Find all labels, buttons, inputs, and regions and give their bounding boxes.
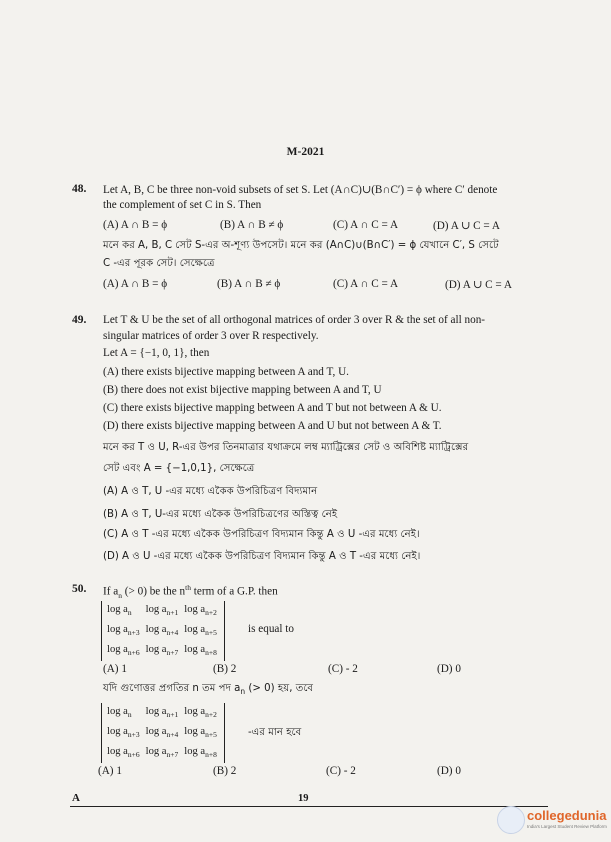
option-a-bn: (A) 1: [98, 765, 122, 777]
question-number: 48.: [72, 183, 87, 195]
question-text-bn: সেট এবং A = {−1,0,1}, সেক্ষেত্রে: [103, 463, 255, 474]
option-b: (B) A ∩ B ≠ ϕ: [220, 219, 284, 231]
question-text-bn: মনে কর T ও U, R-এর উপর তিনমাত্রার যথাক্রমে লম্ব ম্যাট্রিক্সের সেট ও অবিশিষ্ট ম্যাট্রিক্সের: [103, 442, 469, 453]
question-text-en: If $a_n$ (> 0) be the $n^{th}$ term of a G.P. then: [103, 583, 278, 600]
det-cell: $\log a_{n+8}$: [184, 746, 217, 760]
det-cell: $\log a_{n+7}$: [145, 644, 179, 658]
option-b-bn: (B) A ∩ B ≠ ϕ: [217, 278, 281, 290]
option-d-bn: (D) A ∪ C = A: [445, 279, 512, 291]
det-cell: $\log a_{n+8}$: [184, 644, 217, 658]
option-a-bn: (A) A ∩ B = ϕ: [103, 278, 168, 290]
option-d: (D) 0: [437, 663, 461, 675]
option-c-bn: (C) - 2: [326, 765, 356, 777]
question-text-en: singular matrices of order 3 over R respectively.: [103, 330, 319, 342]
det-cell: $\log a_{n+2}$: [184, 604, 217, 618]
option-d: (D) there exists bijective mapping between A and U but not between A & T.: [103, 420, 442, 432]
option-a: (A) there exists bijective mapping between A and T, U.: [103, 366, 349, 378]
det-suffix-bn: -এর মান হবে: [248, 727, 302, 738]
det-cell: $\log a_{n+5}$: [184, 624, 217, 638]
footer-set-label: A: [72, 792, 80, 804]
determinant-bn: [101, 703, 225, 763]
option-b: (B) 2: [213, 663, 237, 675]
question-text-en: Let A = {−1, 0, 1}, then: [103, 347, 210, 359]
det-suffix-en: is equal to: [248, 623, 294, 635]
det-cell: $\log a_{n+4}$: [145, 726, 179, 740]
page-number: 19: [298, 793, 309, 804]
logo-mascot-icon: [497, 806, 525, 834]
det-cell: $\log a_{n+1}$: [145, 706, 179, 720]
question-number: 50.: [72, 583, 87, 595]
option-c-bn: (C) A ও T -এর মধ্যে একৈক উপরিচিত্রণ বিদ্যমান কিন্তু A ও U -এর মধ্যে নেই।: [103, 529, 420, 540]
option-c: (C) - 2: [328, 663, 358, 675]
logo-name: collegedunia: [527, 808, 607, 823]
det-cell: $\log a_{n+6}$: [107, 644, 140, 658]
option-d: (D) A ∪ C = A: [433, 220, 500, 232]
det-cell: $\log a_{n+3}$: [107, 726, 140, 740]
det-cell: $\log a_{n+7}$: [145, 746, 179, 760]
det-cell: $\log a_n$: [107, 604, 132, 618]
question-text-bn: C -এর পূরক সেট। সেক্ষেত্রে: [103, 258, 215, 269]
option-a: (A) A ∩ B = ϕ: [103, 219, 168, 231]
collegedunia-logo: [497, 804, 609, 838]
question-text-bn: যদি গুণোত্তর প্রগতির n তম পদ $a_n$ (> 0) হয়, তবে: [103, 683, 314, 697]
option-b: (B) there does not exist bijective mapping between A and T, U: [103, 384, 382, 396]
option-c: (C) A ∩ C = A: [333, 219, 399, 231]
option-b-bn: (B) 2: [213, 765, 237, 777]
det-cell: $\log a_{n+3}$: [107, 624, 140, 638]
det-cell: $\log a_{n+1}$: [145, 604, 179, 618]
question-number: 49.: [72, 314, 87, 326]
option-c: (C) there exists bijective mapping between A and T but not between A & U.: [103, 402, 442, 414]
det-cell: $\log a_{n+6}$: [107, 746, 140, 760]
question-text-bn: মনে কর A, B, C সেট S-এর অ-শূণ্য উপসেট। মনে কর (A∩C)∪(B∩C′) = ϕ যেখানে C′, S সেটে: [103, 240, 499, 251]
option-b-bn: (B) A ও T, U-এর মধ্যে একৈক উপরিচিত্রণের অস্তিত্ব নেই: [103, 509, 338, 520]
footer-rule: [70, 806, 548, 807]
paper-code: M-2021: [286, 146, 325, 158]
det-cell: $\log a_{n+4}$: [145, 624, 179, 638]
question-text-en: Let A, B, C be three non-void subsets of set S. Let (A∩C)∪(B∩C′) = ϕ where C′ denote: [103, 184, 498, 196]
logo-tagline: India's Largest Student Review Platform: [527, 824, 607, 829]
option-d-bn: (D) 0: [437, 765, 461, 777]
option-a: (A) 1: [103, 663, 127, 675]
question-text-en: the complement of set C in S. Then: [103, 199, 262, 211]
determinant-en: [101, 601, 225, 661]
det-cell: $\log a_{n+5}$: [184, 726, 217, 740]
question-text-en: Let T & U be the set of all orthogonal matrices of order 3 over R & the set of all non-: [103, 314, 486, 326]
option-d-bn: (D) A ও U -এর মধ্যে একৈক উপরিচিত্রণ বিদ্যমান কিন্তু A ও T -এর মধ্যে নেই।: [103, 551, 421, 562]
det-cell: $\log a_{n+2}$: [184, 706, 217, 720]
option-a-bn: (A) A ও T, U -এর মধ্যে একৈক উপরিচিত্রণ বিদ্যমান: [103, 486, 318, 497]
det-cell: $\log a_n$: [107, 706, 132, 720]
option-c-bn: (C) A ∩ C = A: [333, 278, 399, 290]
